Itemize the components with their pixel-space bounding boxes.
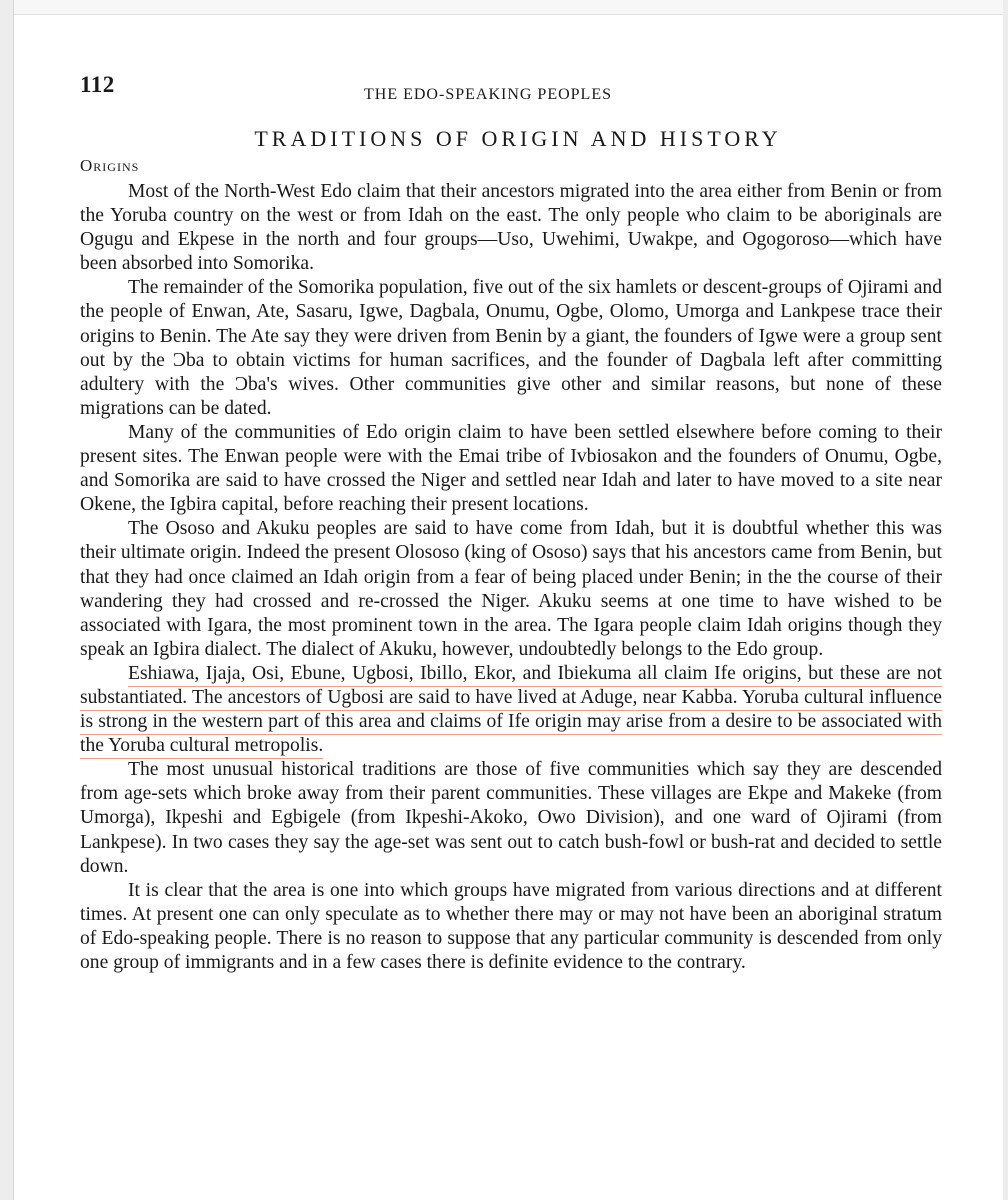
paragraph-5-highlighted (80, 662, 942, 758)
running-title: THE EDO-SPEAKING PEOPLES (364, 86, 612, 103)
viewer-left-edge (0, 0, 14, 1200)
page-number: 112 (80, 72, 115, 97)
highlighted-text: Eshiawa, Ijaja, Osi, Ebune, Ugbosi, Ibillo, Ekor, and Ibiekuma all claim Ife origins, but these are not substantiated. The ancestors of Ugbosi are said to have lived at Aduge, near Kabba. Yoruba cultural influence is strong in the western part of this area and claims of Ife origin may arise from a desire to be associated with the Yoruba cultural metropolis. (80, 663, 942, 759)
viewer-right-edge (1003, 0, 1008, 1200)
running-head (80, 72, 942, 108)
paragraph-4: The Ososo and Akuku peoples are said to have come from Idah, but it is doubtful whether this was their ultimate origin. Indeed the present Olososo (king of Ososo) says that his ancestors came from Benin, but that they had once claimed an Idah origin from a fear of being placed under Benin; in the the course of their wandering they had crossed and re-crossed the Niger. Akuku seems at one time to have wished to be associated with Igara, the most prominent town in the area. The Igara people claim Idah origins though they speak an Igbira dialect. The dialect of Akuku, however, undoubtedly belongs to the Edo group. (80, 518, 942, 660)
paragraph-2: The remainder of the Somorika population, five out of the six hamlets or descent-groups of Ojirami and the people of Enwan, Ate, Sasaru, Igwe, Dagbala, Onumu, Ogbe, Olomo, Umorga and Lankpese trace their origins to Benin. The Ate say they were driven from Benin by a giant, the founders of Igwe were a group sent out by the Ɔba to obtain victims for human sacrifices, and the founder of Dagbala left after committing adultery with the Ɔba's wives. Other communities give other and similar reasons, but none of these migrations can be dated. (80, 277, 942, 419)
paragraph-7: It is clear that the area is one into which groups have migrated from various directions and at different times. At present one can only speculate as to whether there may or may not have been an aboriginal stratum of Edo-speaking people. There is no reason to suppose that any particular community is descended from only one group of immigrants and in a few cases there is definite evidence to the contrary. (80, 879, 942, 973)
section-title: TRADITIONS OF ORIGIN AND HISTORY (254, 126, 782, 151)
paragraph-6: The most unusual historical traditions are those of five communities which say they are descended from age-sets which broke away from their parent communities. These villages are Ekpe and Makeke (from Umorga), Ikpeshi and Egbigele (from Ikpeshi-Akoko, Owo Division), and one ward of Ojirami (from Lankpese). In two cases they say the age-set was sent out to catch bush-fowl or bush-rat and decided to settle down. (80, 759, 942, 877)
viewer-top-bar (0, 0, 1008, 15)
paragraph-3: Many of the communities of Edo origin claim to have been settled elsewhere before coming to their present sites. The Enwan people were with the Emai tribe of Ivbiosakon and the founders of Onumu, Ogbe, and Somorika are said to have crossed the Niger and settled near Idah and later to have moved to a site near Okene, the Igbira capital, before reaching their present locations. (80, 421, 942, 516)
book-page (80, 72, 942, 975)
paragraph-1: Most of the North-West Edo claim that their ancestors migrated into the area either from Benin or from the Yoruba country on the west or from Idah on the east. The only people who claim to be aboriginals are Ogugu and Ekpese in the north and four groups—Uso, Uwehimi, Uwakpe, and Ogogoroso—which have been absorbed into Somorika. (80, 181, 942, 275)
subhead-origins: Origins (80, 156, 140, 175)
